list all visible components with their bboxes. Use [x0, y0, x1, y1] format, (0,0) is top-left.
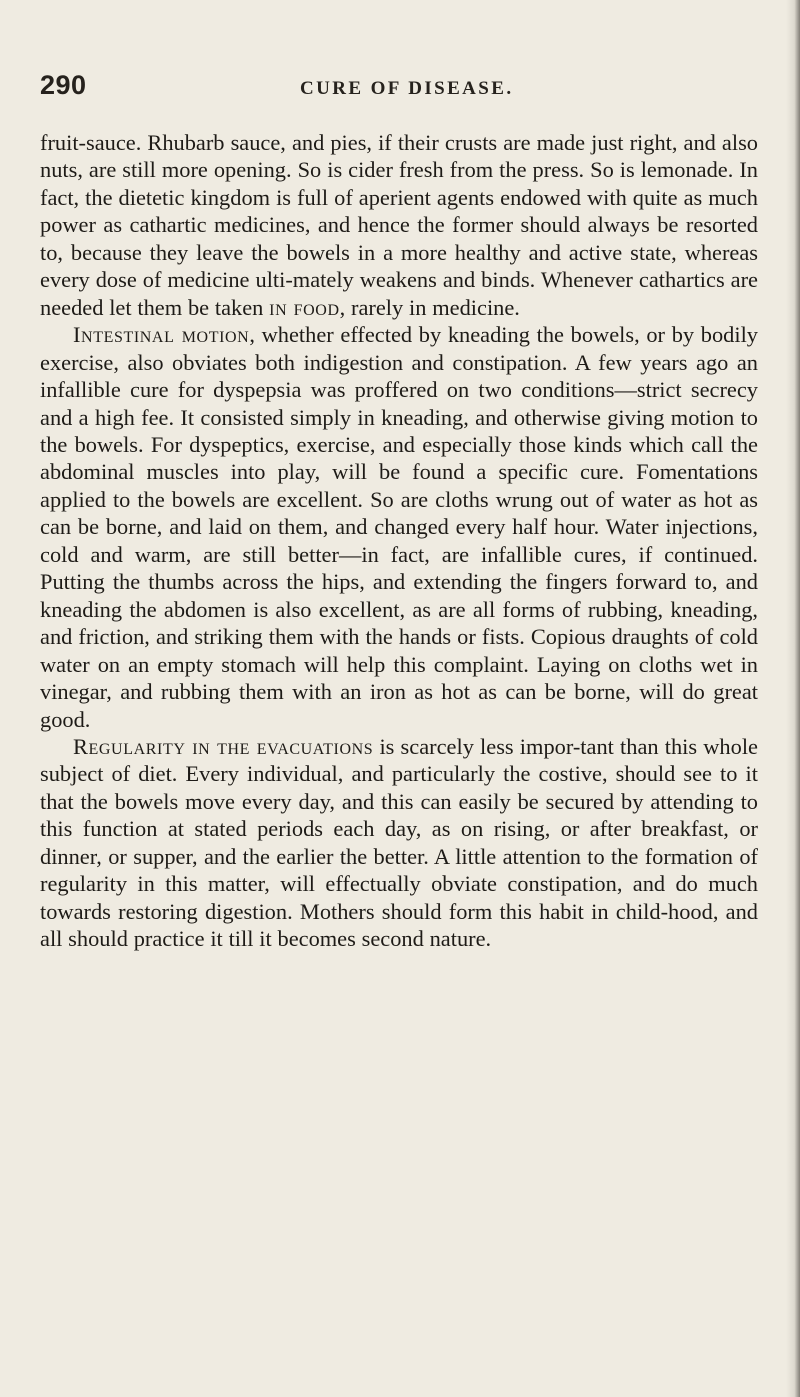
paragraph-1-text: fruit-sauce. Rhubarb sauce, and pies, if their crusts are made just right, and also nuts, are still more opening. So is cider fresh from the press. So is lemonade. In fact, the dietetic kingdom is full of aperient agents endowed with quite as much power as cathartic medicines, and hence the former should always be resorted to, because they leave the bowels in a more healthy and active state, whereas every dose of medicine ulti-mately weakens and binds. Whenever cathartics are needed let them be taken [40, 130, 758, 320]
body-text [40, 129, 758, 953]
page-header [40, 70, 760, 110]
paragraph-3 [40, 733, 758, 953]
page-number: 290 [40, 70, 87, 100]
paragraph-2-text: , whether effected by kneading the bowels, or by bodily exercise, also obviates both indigestion and constipation. A few years ago an infallible cure for dyspepsia was proffered on two conditions—strict secrecy and a high fee. It consisted simply in kneading, and otherwise giving motion to the bowels. For dyspeptics, exercise, and especially those kinds which call the abdominal muscles into play, will be found a specific cure. Fomentations applied to the bowels are excellent. So are cloths wrung out of water as hot as can be borne, and laid on them, and changed every half hour. Water injections, cold and warm, are still better—in fact, are infallible cures, if continued. Putting the thumbs across the hips, and extending the fingers forward to, and kneading the abdomen is also excellent, as are all forms of rubbing, kneading, and friction, and striking them with the hands or fists. Copious draughts of cold water on an empty stomach will help this complaint. Laying on cloths wet in vinegar, and rubbing them with an iron as hot as can be borne, will do great good. [40, 322, 758, 732]
running-head: CURE OF DISEASE. [300, 78, 514, 99]
paragraph-1-tail: , rarely in medicine. [339, 294, 520, 320]
paragraph-2 [40, 321, 758, 733]
paragraph-3-lead: Regularity in the evacuations [73, 733, 374, 759]
page-edge-shadow [786, 0, 800, 1397]
paragraph-1-emphasis: in food [269, 294, 340, 320]
paragraph-3-text: is scarcely less impor-tant than this whole subject of diet. Every individual, and particularly the costive, should see to it that the bowels move every day, and this can easily be secured by attending to this function at stated periods each day, as on rising, or after breakfast, or dinner, or supper, and the earlier the better. A little attention to the formation of regularity in this matter, will effectually obviate constipation, and do much towards restoring digestion. Mothers should form this habit in child-hood, and all should practice it till it becomes second nature. [40, 733, 758, 952]
paragraph-2-lead: Intestinal motion [73, 322, 250, 348]
paragraph-1 [40, 129, 758, 321]
